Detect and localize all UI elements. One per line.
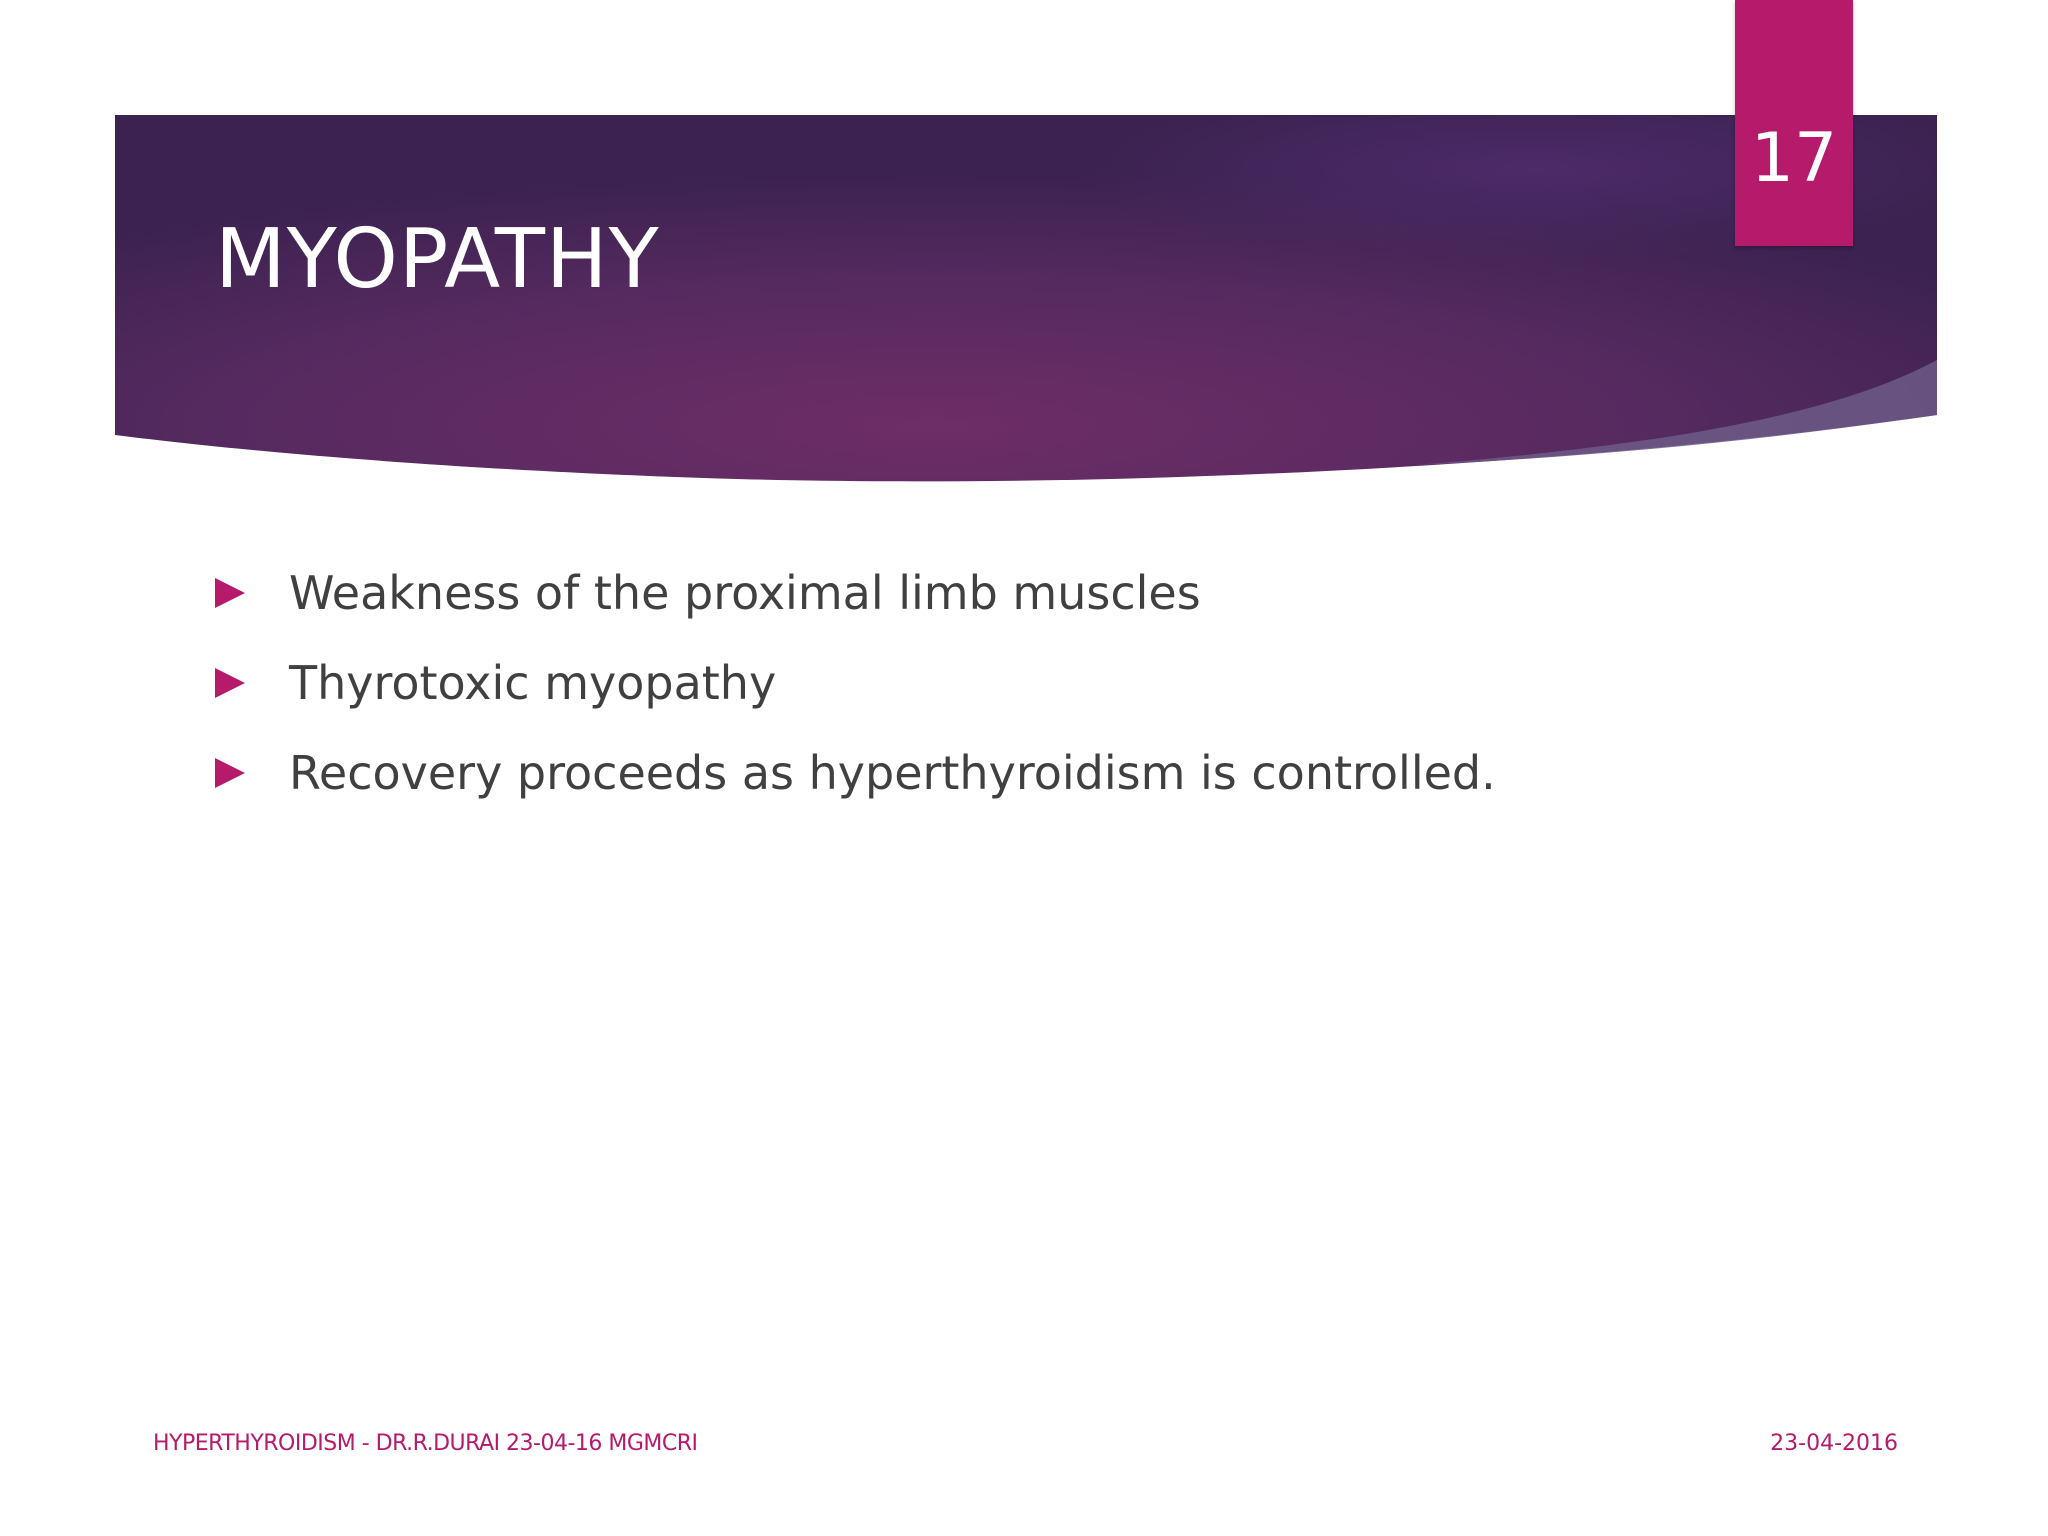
page-number-tab — [1735, 0, 1853, 246]
triangle-bullet-icon — [215, 758, 245, 788]
slide-title: MYOPATHY — [215, 212, 660, 307]
page-number: 17 — [1750, 119, 1838, 198]
list-item — [215, 548, 1865, 638]
list-item — [215, 728, 1865, 818]
triangle-bullet-icon — [215, 668, 245, 698]
list-item — [215, 638, 1865, 728]
footer-text: HYPERTHYROIDISM - DR.R.DURAI 23-04-16 MGMCRI — [153, 1431, 698, 1456]
bullet-text: Recovery proceeds as hyperthyroidism is controlled. — [289, 746, 1496, 800]
bullet-list — [215, 548, 1865, 818]
bullet-text: Weakness of the proximal limb muscles — [289, 566, 1201, 620]
bullet-text: Thyrotoxic myopathy — [289, 656, 777, 710]
footer-date: 23-04-2016 — [1770, 1431, 1898, 1456]
triangle-bullet-icon — [215, 578, 245, 608]
